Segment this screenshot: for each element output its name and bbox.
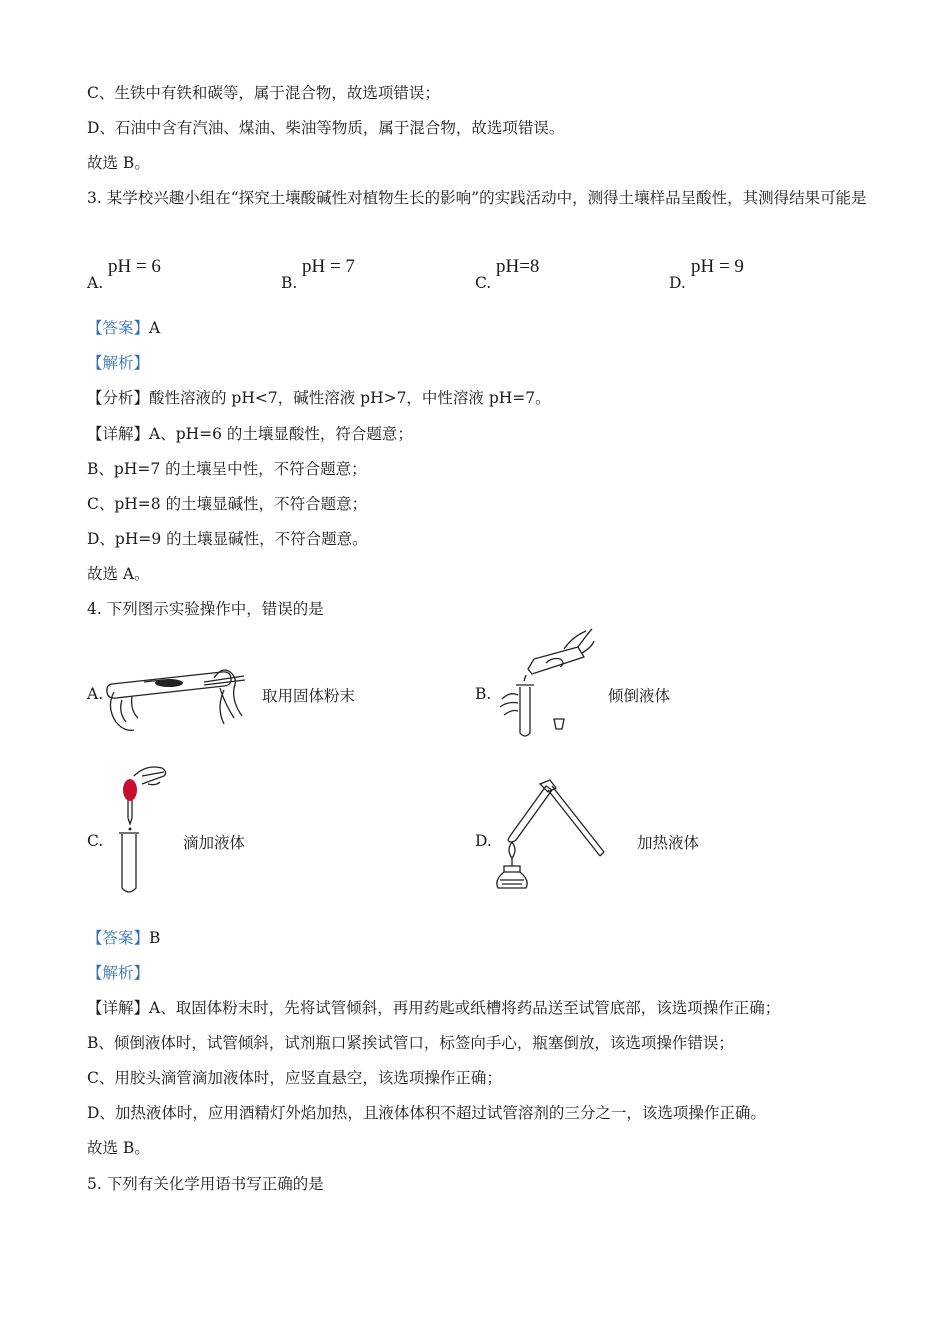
line-c-iron: C、生铁中有铁和碳等，属于混合物，故选项错误； — [87, 84, 440, 102]
q4-option-a-caption: 取用固体粉末 — [262, 687, 356, 705]
q3-detail-b: B、pH=7 的土壤呈中性，不符合题意； — [87, 460, 367, 478]
line-choose-b: 故选 B。 — [87, 154, 150, 172]
q4-option-d-caption: 加热液体 — [637, 834, 700, 852]
q4-option-b-label: B. — [475, 685, 492, 703]
q4-analysis-tag: 【解析】 — [87, 964, 150, 982]
q3-option-c-value: pH=8 — [496, 256, 540, 277]
figure-pour-liquid — [494, 629, 594, 737]
q4-detail-b: B、倾倒液体时，试管倾斜，试剂瓶口紧挨试管口，标签向手心，瓶塞倒放，该选项操作错误； — [87, 1034, 734, 1052]
q4-detail-d: D、加热液体时，应用酒精灯外焰加热，且液体体积不超过试管溶剂的三分之一，该选项操作正确。 — [87, 1104, 766, 1122]
q4-choose: 故选 B。 — [87, 1139, 150, 1157]
answer-value: B — [149, 929, 161, 947]
q3-option-d-value: pH = 9 — [691, 256, 744, 277]
question-3: 3. 某学校兴趣小组在“探究土壤酸碱性对植物生长的影响”的实践活动中，测得土壤样品呈酸性，其测得结果可能是 — [87, 189, 867, 207]
q4-option-c-label: C. — [87, 832, 104, 850]
answer-tag: 【答案】 — [87, 319, 150, 337]
q3-choose: 故选 A。 — [87, 565, 150, 583]
figure-drop-liquid — [112, 762, 172, 898]
q4-option-b-caption: 倾倒液体 — [608, 687, 671, 705]
q4-detail-c: C、用胶头滴管滴加液体时，应竖直悬空，该选项操作正确； — [87, 1069, 502, 1087]
question-4: 4. 下列图示实验操作中，错误的是 — [87, 600, 324, 618]
q4-detail-a: 【详解】A、取固体粉末时，先将试管倾斜，再用药匙或纸槽将药品送至试管底部，该选项操作正确； — [87, 999, 781, 1017]
q3-option-c-label: C. — [475, 274, 492, 292]
q3-detail-a: 【详解】A、pH=6 的土壤显酸性，符合题意； — [87, 425, 413, 443]
q3-option-d-label: D. — [669, 274, 686, 292]
figure-solid-powder — [104, 662, 249, 734]
question-5: 5. 下列有关化学用语书写正确的是 — [87, 1175, 324, 1193]
line-d-oil: D、石油中含有汽油、煤油、柴油等物质，属于混合物，故选项错误。 — [87, 119, 565, 137]
q4-option-a-label: A. — [87, 685, 104, 703]
q3-option-b-value: pH = 7 — [302, 256, 355, 277]
q4-option-c-caption: 滴加液体 — [183, 834, 246, 852]
q3-analysis-tag: 【解析】 — [87, 354, 150, 372]
q4-answer — [87, 928, 160, 948]
answer-tag: 【答案】 — [87, 929, 150, 947]
q3-answer — [87, 318, 160, 338]
q3-fenxi: 【分析】酸性溶液的 pH<7，碱性溶液 pH>7，中性溶液 pH=7。 — [87, 389, 551, 407]
q3-option-a-value: pH = 6 — [108, 256, 161, 277]
q3-option-b-label: B. — [281, 274, 298, 292]
answer-value: A — [149, 319, 161, 337]
q3-detail-c: C、pH=8 的土壤显碱性，不符合题意； — [87, 495, 368, 513]
q3-option-a-label: A. — [87, 274, 104, 292]
figure-heat-liquid — [494, 780, 606, 898]
q4-option-d-label: D. — [475, 832, 492, 850]
q3-detail-d: D、pH=9 的土壤显碱性，不符合题意。 — [87, 530, 368, 548]
